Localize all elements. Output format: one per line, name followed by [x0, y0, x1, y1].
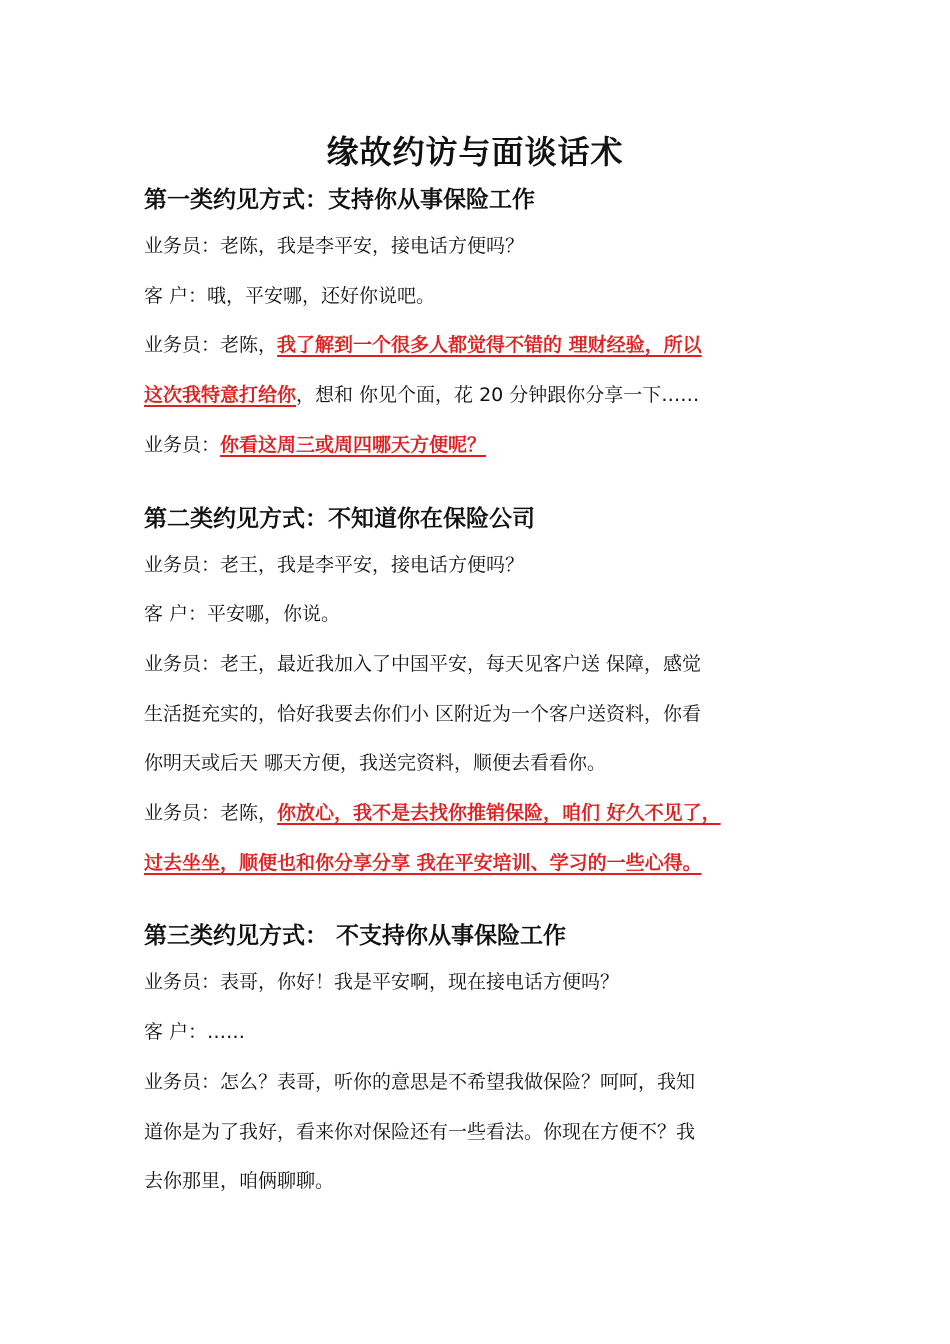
- dialogue-text: 哦，平安哪，还好你说吧。: [207, 284, 436, 307]
- page-title: 缘故约访与面谈话术: [326, 133, 624, 171]
- speaker-label: 业务员：: [144, 971, 221, 994]
- highlighted-text: 你放心，我不是去找你推销保险，咱们 好久不见了，: [277, 802, 721, 825]
- dialogue-line: [144, 1108, 810, 1158]
- section-2: [144, 497, 810, 889]
- dialogue-text: 老王，我是李平安，接电话方便吗？: [220, 553, 525, 576]
- section-heading: 第二类约见方式：不知道你在保险公司: [144, 505, 535, 532]
- dialogue-line: [144, 371, 810, 421]
- section-heading: 第三类约见方式： 不支持你从事保险工作: [144, 923, 567, 950]
- dialogue-line: [144, 640, 810, 690]
- dialogue-line: [144, 222, 810, 272]
- dialogue-text: 表哥，你好！我是平安啊，现在接电话方便吗？: [220, 971, 620, 994]
- dialogue-line: [144, 958, 810, 1008]
- speaker-label: 业务员：: [144, 652, 221, 675]
- dialogue-text: 平安哪，你说。: [207, 603, 341, 626]
- section-1: [144, 178, 810, 471]
- speaker-label: 业务员：: [144, 235, 221, 257]
- dialogue-line: [144, 690, 810, 740]
- dialogue-text: 老陈，我是李平安，接电话方便吗？: [220, 235, 525, 257]
- speaker-label: 客 户：: [144, 1021, 208, 1044]
- dialogue-line: [144, 1058, 810, 1108]
- dialogue-line: [144, 1157, 810, 1207]
- dialogue-text: ……: [207, 1021, 246, 1044]
- highlighted-text: 你看这周三或周四哪天方便呢？: [220, 433, 487, 456]
- highlighted-text: 过去坐坐，顺便也和你分享分享 我在平安培训、学习的一些心得。: [144, 851, 702, 874]
- highlighted-text: 这次我特意打给你: [144, 384, 297, 407]
- dialogue-line: [144, 839, 810, 889]
- speaker-label: 业务员：: [144, 433, 221, 456]
- dialogue-line: [144, 590, 810, 640]
- speaker-label: 业务员：: [144, 553, 221, 576]
- speaker-label: 业务员：: [144, 334, 221, 357]
- section-spacer: [144, 888, 810, 914]
- dialogue-line: [144, 321, 810, 371]
- dialogue-line: [144, 1008, 810, 1058]
- document-body: [144, 178, 810, 1207]
- speaker-label: 客 户：: [144, 284, 208, 307]
- dialogue-line: [144, 541, 810, 591]
- dialogue-text: 生活挺充实的，恰好我要去你们小 区附近为一个客户送资料，你看: [144, 702, 702, 725]
- dialogue-line: [144, 421, 810, 471]
- dialogue-text: 道你是为了我好，看来你对保险还有一些看法。你现在方便不？我: [144, 1120, 696, 1143]
- section-spacer: [144, 471, 810, 497]
- dialogue-text: 去你那里，咱俩聊聊。: [144, 1170, 335, 1193]
- section-3: [144, 914, 810, 1207]
- speaker-label: 客 户：: [144, 603, 208, 626]
- dialogue-text: 老王，最近我加入了中国平安，每天见客户送 保障，感觉: [220, 652, 702, 675]
- dialogue-line: [144, 739, 810, 789]
- speaker-label: 业务员：: [144, 1070, 221, 1093]
- speaker-label: 业务员：: [144, 802, 221, 825]
- dialogue-text: 你明天或后天 哪天方便，我送完资料，顺便去看看你。: [144, 752, 607, 775]
- section-heading: 第一类约见方式：支持你从事保险工作: [144, 187, 535, 213]
- highlighted-text: 我了解到一个很多人都觉得不错的 理财经验，所以: [277, 334, 702, 357]
- dialogue-line: [144, 789, 810, 839]
- dialogue-text: 老陈，: [220, 802, 278, 825]
- dialogue-text: 怎么？表哥，听你的意思是不希望我做保险？呵呵，我知: [220, 1070, 696, 1093]
- dialogue-text: 老陈，: [220, 334, 278, 357]
- dialogue-line: [144, 272, 810, 322]
- dialogue-text: ，想和 你见个面，花 20 分钟跟你分享一下……: [296, 384, 700, 407]
